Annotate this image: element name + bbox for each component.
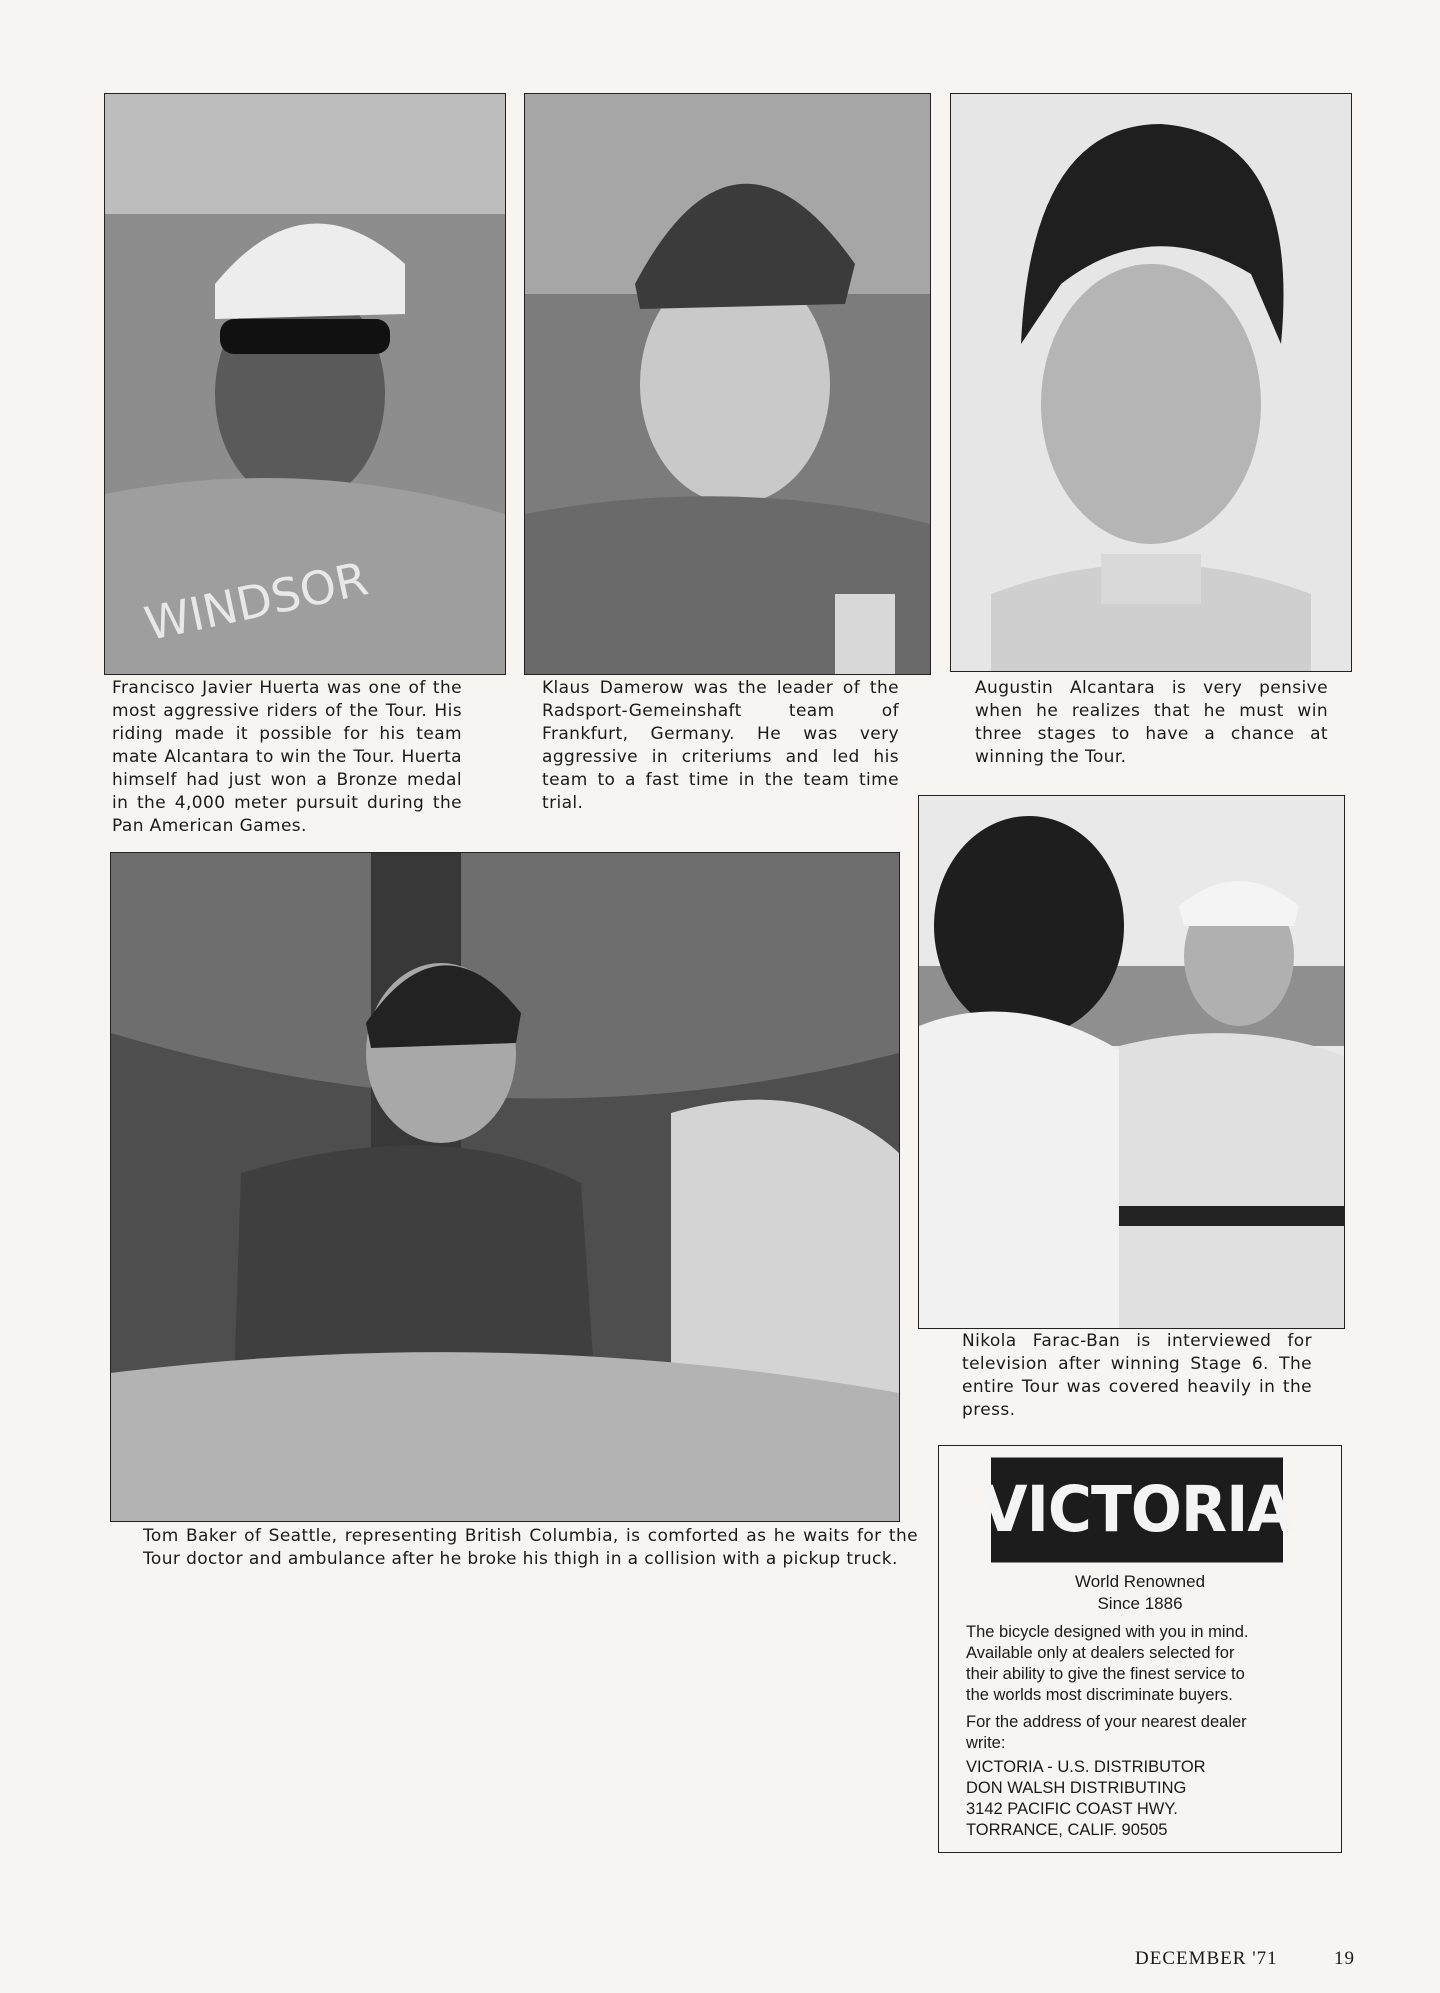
- caption-huerta: Francisco Javier Huerta was one of the most aggressive riders of the Tour. His riding made it possible for his team mate Alcantara to win the Tour. Huerta himself had just won a Bronze medal in the 4,000 meter pursuit during the Pan American Games.: [112, 678, 462, 836]
- photo-damerow: [524, 93, 931, 675]
- victoria-logo: VICTORIA: [991, 1458, 1283, 1563]
- ad-address-line: VICTORIA - U.S. DISTRIBUTOR: [966, 1758, 1206, 1776]
- caption-alcantara: Augustin Alcantara is very pensive when he realizes that he must win three stages to have a chance at winning the Tour.: [975, 678, 1328, 767]
- photo-farac: [918, 795, 1345, 1329]
- svg-text:WINDSOR: WINDSOR: [139, 551, 373, 652]
- ad-body: [966, 1622, 1326, 1706]
- caption-damerow: Klaus Damerow was the leader of the Radsport-Gemeinshaft team of Frankfurt, Germany. He was very aggressive in criteriums and led his team to a fast time in the team time trial.: [542, 678, 899, 813]
- photo-huerta-image: [105, 94, 505, 674]
- ad-address: [966, 1757, 1326, 1841]
- ad-body-line: The bicycle designed with you in mind.: [966, 1623, 1249, 1641]
- photo-huerta: [104, 93, 506, 675]
- photo-alcantara-image: [951, 94, 1351, 671]
- ad-tagline-1: World Renowned: [1074, 1572, 1206, 1591]
- caption-farac: Nikola Farac-Ban is interviewed for television after winning Stage 6. The entire Tour was covered heavily in the press.: [962, 1331, 1312, 1420]
- photo-farac-image: [919, 796, 1344, 1328]
- victoria-advertisement: [938, 1445, 1342, 1853]
- photo-alcantara: [950, 93, 1352, 672]
- ad-tagline-2: Since 1886: [1097, 1594, 1183, 1613]
- ad-body-line: the worlds most discriminate buyers.: [966, 1686, 1233, 1704]
- ad-body-line: Available only at dealers selected for: [966, 1644, 1235, 1662]
- issue-date: DECEMBER '71: [1135, 1948, 1278, 1969]
- ad-address-line: TORRANCE, CALIF. 90505: [966, 1821, 1168, 1839]
- page-number: 19: [1334, 1948, 1355, 1969]
- ad-address-line: 3142 PACIFIC COAST HWY.: [966, 1800, 1178, 1818]
- ad-address-intro-line: For the address of your nearest dealer: [966, 1713, 1247, 1731]
- photo-damerow-image: [525, 94, 930, 674]
- ad-address-line: DON WALSH DISTRIBUTING: [966, 1779, 1187, 1797]
- photo-baker-image: [111, 853, 899, 1521]
- ad-address-intro: [966, 1712, 1326, 1754]
- ad-body-line: their ability to give the finest service to: [966, 1665, 1245, 1683]
- caption-baker: Tom Baker of Seattle, representing British Columbia, is comforted as he waits for the Tour doctor and ambulance after he broke his thigh in a collision with a pickup truck.: [143, 1526, 918, 1569]
- ad-address-intro-line: write:: [966, 1734, 1006, 1752]
- photo-baker: [110, 852, 900, 1522]
